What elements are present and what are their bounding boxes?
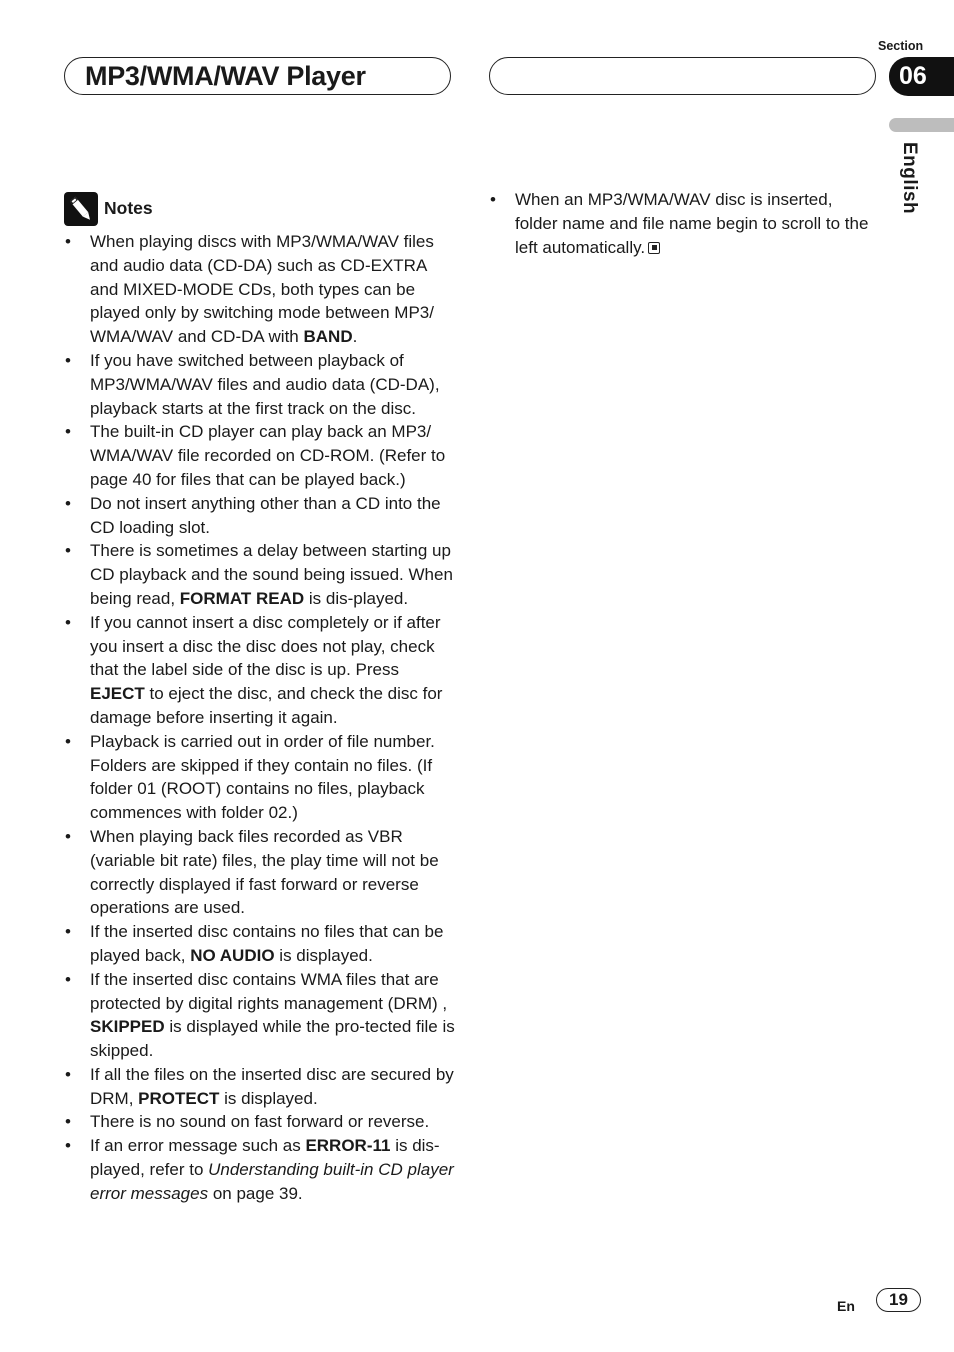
list-item: • If the inserted disc contains no files that can be played back, NO AUDIO is displayed.: [64, 920, 456, 968]
display-message: BAND: [303, 327, 353, 347]
list-item: • If an error message such as ERROR-11 is dis-played, refer to Understanding built-in CD player error messages on page 39.: [64, 1134, 456, 1205]
list-item: • If you have switched between playback of MP3/WMA/WAV files and audio data (CD-DA), playback starts at the first track on the disc.: [64, 349, 456, 420]
list-item: • If you cannot insert a disc completely or if after you insert a disc the disc does not play, check that the label side of the disc is up. Press EJECT to eject the disc, and check the disc for damage before inserting it again.: [64, 611, 456, 730]
list-item: • When playing back files recorded as VBR (variable bit rate) files, the play time will not be correctly displayed if fast forward or reverse operations are used.: [64, 825, 456, 920]
notes-list: [64, 230, 456, 1206]
list-item: • Playback is carried out in order of file number. Folders are skipped if they contain no files. (If folder 01 (ROOT) contains no files, playback commences with folder 02.): [64, 730, 456, 825]
end-of-section-icon: [648, 242, 660, 254]
header-blank-box: [489, 57, 876, 95]
page-title-box: [64, 57, 451, 95]
footer-language-code: En: [837, 1298, 855, 1314]
notes-title: Notes: [104, 198, 153, 218]
display-message: EJECT: [90, 684, 145, 704]
cross-reference: Understanding built-in CD player error messages: [90, 1160, 454, 1203]
display-message: FORMAT READ: [179, 588, 305, 608]
section-number-tab: 06: [889, 57, 954, 96]
list-item: • Do not insert anything other than a CD into the CD loading slot.: [64, 492, 456, 540]
section-label: Section: [878, 39, 924, 53]
language-tab-bar: [889, 118, 954, 132]
display-message: NO AUDIO: [190, 945, 275, 965]
display-message: PROTECT: [138, 1088, 220, 1108]
list-item: • The built-in CD player can play back an MP3/ WMA/WAV file recorded on CD-ROM. (Refer to page 40 for files that can be played back.): [64, 420, 456, 491]
list-item: • There is sometimes a delay between starting up CD playback and the sound being issued. When being read, FORMAT READ is dis-played.: [64, 539, 456, 610]
pencil-note-icon: [64, 192, 98, 226]
list-item: • When playing discs with MP3/WMA/WAV files and audio data (CD-DA) such as CD-EXTRA and MIXED-MODE CDs, both types can be played only by switching mode between MP3/ WMA/WAV and CD-DA with BAND.: [64, 230, 456, 349]
language-label: English: [899, 142, 920, 215]
list-item: • There is no sound on fast forward or reverse.: [64, 1110, 456, 1134]
list-item: • When an MP3/WMA/WAV disc is inserted, folder name and file name begin to scroll to the left automatically.: [489, 188, 869, 259]
display-message: ERROR-11: [305, 1136, 391, 1156]
display-message: SKIPPED: [90, 1017, 165, 1037]
page-number: 19: [876, 1288, 921, 1312]
list-item: • If the inserted disc contains WMA files that are protected by digital rights management (DRM) , SKIPPED is displayed while the pro-tected file is skipped.: [64, 968, 456, 1063]
notes-heading: [64, 192, 264, 226]
right-column-list: [489, 188, 869, 259]
list-item: • If all the files on the inserted disc are secured by DRM, PROTECT is displayed.: [64, 1063, 456, 1111]
page-title: MP3/WMA/WAV Player: [85, 61, 366, 91]
